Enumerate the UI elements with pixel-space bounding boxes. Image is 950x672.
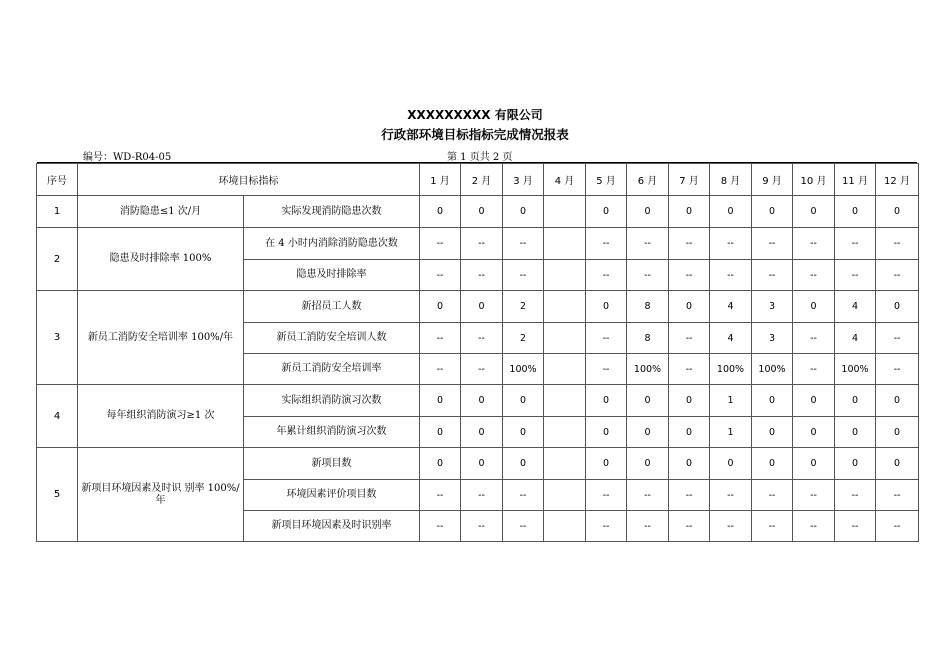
month-value-cell: 0: [461, 417, 503, 448]
month-value-cell: --: [461, 511, 503, 542]
month-value-cell: --: [793, 354, 835, 385]
month-value-cell: 0: [461, 291, 503, 323]
month-value-cell: 0: [627, 385, 669, 417]
month-value-cell: --: [420, 354, 461, 385]
row-indicator: 实际发现消防隐患次数: [244, 196, 420, 228]
company-name: XXXXXXXXX 有限公司: [407, 108, 543, 122]
month-value-cell: --: [835, 228, 876, 260]
header-month: 12 月: [876, 164, 919, 196]
month-value-cell: 0: [586, 448, 627, 480]
month-value-cell: --: [586, 480, 627, 511]
header-month: 11 月: [835, 164, 876, 196]
month-value-cell: --: [669, 354, 710, 385]
month-value-cell: --: [586, 511, 627, 542]
month-value-cell: --: [793, 228, 835, 260]
row-seq: 5: [37, 448, 78, 542]
table-row: [37, 385, 919, 417]
month-value-cell: 0: [710, 196, 752, 228]
month-value-cell: [544, 260, 586, 291]
month-value-cell: 4: [710, 291, 752, 323]
month-value-cell: 0: [835, 385, 876, 417]
month-value-cell: 8: [627, 323, 669, 354]
month-value-cell: --: [793, 511, 835, 542]
month-value-cell: --: [669, 511, 710, 542]
row-category: 消防隐患≤1 次/月: [78, 196, 244, 228]
month-value-cell: 0: [710, 448, 752, 480]
month-value-cell: --: [793, 480, 835, 511]
month-value-cell: 0: [420, 448, 461, 480]
month-value-cell: 1: [710, 385, 752, 417]
month-value-cell: --: [835, 260, 876, 291]
month-value-cell: 100%: [752, 354, 793, 385]
row-category: 新项目环境因素及时识 别率 100%/ 年: [78, 448, 244, 542]
month-value-cell: --: [793, 323, 835, 354]
month-value-cell: --: [586, 323, 627, 354]
month-value-cell: 0: [420, 417, 461, 448]
month-value-cell: 0: [503, 385, 544, 417]
month-value-cell: 0: [586, 417, 627, 448]
month-value-cell: 1: [710, 417, 752, 448]
month-value-cell: 0: [793, 417, 835, 448]
month-value-cell: --: [461, 228, 503, 260]
month-value-cell: --: [627, 228, 669, 260]
table-header-row: [37, 164, 919, 196]
row-seq: 2: [37, 228, 78, 291]
month-value-cell: --: [710, 228, 752, 260]
header-month: 2 月: [461, 164, 503, 196]
header-month: 9 月: [752, 164, 793, 196]
month-value-cell: 2: [503, 291, 544, 323]
month-value-cell: --: [586, 228, 627, 260]
month-value-cell: 0: [876, 385, 919, 417]
report-table: [36, 163, 919, 542]
month-value-cell: --: [876, 511, 919, 542]
row-category: 新员工消防安全培训率 100%/年: [78, 291, 244, 385]
month-value-cell: --: [752, 480, 793, 511]
report-title: 行政部环境目标指标完成情况报表: [381, 127, 569, 142]
month-value-cell: 4: [835, 291, 876, 323]
month-value-cell: --: [420, 480, 461, 511]
month-value-cell: 100%: [835, 354, 876, 385]
table-row: [37, 196, 919, 228]
row-category: 每年组织消防演习≥1 次: [78, 385, 244, 448]
month-value-cell: [544, 417, 586, 448]
month-value-cell: 4: [710, 323, 752, 354]
row-indicator: 新员工消防安全培训率: [244, 354, 420, 385]
month-value-cell: 0: [420, 385, 461, 417]
month-value-cell: 0: [835, 196, 876, 228]
row-indicator: 环境因素评价项目数: [244, 480, 420, 511]
month-value-cell: --: [420, 228, 461, 260]
month-value-cell: 0: [627, 196, 669, 228]
month-value-cell: --: [669, 480, 710, 511]
meta-line: [37, 148, 917, 163]
month-value-cell: --: [752, 260, 793, 291]
month-value-cell: 4: [835, 323, 876, 354]
month-value-cell: [544, 228, 586, 260]
row-indicator: 新员工消防安全培训人数: [244, 323, 420, 354]
month-value-cell: 0: [752, 196, 793, 228]
month-value-cell: --: [669, 228, 710, 260]
month-value-cell: --: [835, 511, 876, 542]
month-value-cell: --: [461, 323, 503, 354]
month-value-cell: --: [710, 511, 752, 542]
row-indicator: 实际组织消防演习次数: [244, 385, 420, 417]
month-value-cell: 8: [627, 291, 669, 323]
month-value-cell: 0: [793, 385, 835, 417]
month-value-cell: [544, 480, 586, 511]
row-indicator: 在 4 小时内消除消防隐患次数: [244, 228, 420, 260]
month-value-cell: --: [876, 480, 919, 511]
month-value-cell: --: [669, 260, 710, 291]
document-code: 编号：WD-R04-05: [83, 152, 172, 163]
row-seq: 1: [37, 196, 78, 228]
month-value-cell: --: [876, 260, 919, 291]
month-value-cell: [544, 196, 586, 228]
month-value-cell: 0: [876, 291, 919, 323]
row-category: 隐患及时排除率 100%: [78, 228, 244, 291]
month-value-cell: --: [669, 323, 710, 354]
month-value-cell: 0: [627, 448, 669, 480]
row-seq: 4: [37, 385, 78, 448]
month-value-cell: --: [627, 480, 669, 511]
month-value-cell: 0: [461, 448, 503, 480]
row-indicator: 年累计组织消防演习次数: [244, 417, 420, 448]
header-month: 10 月: [793, 164, 835, 196]
month-value-cell: 0: [669, 417, 710, 448]
month-value-cell: --: [503, 228, 544, 260]
month-value-cell: --: [503, 480, 544, 511]
month-value-cell: 0: [503, 448, 544, 480]
month-value-cell: 0: [752, 417, 793, 448]
month-value-cell: 0: [669, 291, 710, 323]
month-value-cell: 0: [835, 448, 876, 480]
month-value-cell: 0: [669, 448, 710, 480]
month-value-cell: 0: [793, 196, 835, 228]
month-value-cell: --: [586, 354, 627, 385]
header-month: 7 月: [669, 164, 710, 196]
month-value-cell: 0: [752, 385, 793, 417]
month-value-cell: 3: [752, 291, 793, 323]
month-value-cell: 0: [876, 417, 919, 448]
month-value-cell: 100%: [503, 354, 544, 385]
month-value-cell: --: [503, 511, 544, 542]
month-value-cell: 0: [586, 291, 627, 323]
month-value-cell: 0: [876, 196, 919, 228]
table-row: [37, 448, 919, 480]
header-month: 3 月: [503, 164, 544, 196]
month-value-cell: 0: [586, 196, 627, 228]
month-value-cell: 0: [627, 417, 669, 448]
month-value-cell: 0: [420, 291, 461, 323]
month-value-cell: --: [503, 260, 544, 291]
header-month: 8 月: [710, 164, 752, 196]
month-value-cell: --: [752, 511, 793, 542]
month-value-cell: 0: [793, 291, 835, 323]
month-value-cell: --: [461, 260, 503, 291]
month-value-cell: --: [876, 354, 919, 385]
month-value-cell: [544, 291, 586, 323]
page-indicator: 第 1 页共 2 页: [447, 152, 513, 163]
month-value-cell: --: [876, 323, 919, 354]
month-value-cell: 0: [752, 448, 793, 480]
month-value-cell: 0: [835, 417, 876, 448]
table-row: [37, 228, 919, 260]
month-value-cell: [544, 354, 586, 385]
header-month: 6 月: [627, 164, 669, 196]
month-value-cell: 100%: [627, 354, 669, 385]
month-value-cell: --: [420, 511, 461, 542]
month-value-cell: [544, 448, 586, 480]
month-value-cell: --: [876, 228, 919, 260]
row-indicator: 新项目数: [244, 448, 420, 480]
month-value-cell: --: [627, 511, 669, 542]
month-value-cell: --: [627, 260, 669, 291]
month-value-cell: 0: [669, 385, 710, 417]
row-indicator: 新招员工人数: [244, 291, 420, 323]
month-value-cell: 0: [669, 196, 710, 228]
table-row: [37, 291, 919, 323]
header-month: 1 月: [420, 164, 461, 196]
month-value-cell: 0: [503, 417, 544, 448]
month-value-cell: --: [835, 480, 876, 511]
month-value-cell: --: [420, 260, 461, 291]
month-value-cell: 0: [793, 448, 835, 480]
month-value-cell: --: [752, 228, 793, 260]
month-value-cell: --: [710, 480, 752, 511]
header-month: 4 月: [544, 164, 586, 196]
month-value-cell: --: [710, 260, 752, 291]
row-indicator: 新项目环境因素及时识别率: [244, 511, 420, 542]
month-value-cell: [544, 385, 586, 417]
month-value-cell: 0: [503, 196, 544, 228]
header-seq: 序号: [37, 164, 78, 196]
row-indicator: 隐患及时排除率: [244, 260, 420, 291]
month-value-cell: --: [586, 260, 627, 291]
month-value-cell: 2: [503, 323, 544, 354]
month-value-cell: --: [461, 480, 503, 511]
month-value-cell: 0: [461, 196, 503, 228]
header-month: 5 月: [586, 164, 627, 196]
month-value-cell: --: [793, 260, 835, 291]
month-value-cell: [544, 511, 586, 542]
month-value-cell: [544, 323, 586, 354]
header-target: 环境目标指标: [78, 164, 420, 196]
month-value-cell: 0: [420, 196, 461, 228]
month-value-cell: 0: [586, 385, 627, 417]
month-value-cell: 0: [461, 385, 503, 417]
row-seq: 3: [37, 291, 78, 385]
month-value-cell: 3: [752, 323, 793, 354]
month-value-cell: 100%: [710, 354, 752, 385]
month-value-cell: --: [461, 354, 503, 385]
month-value-cell: --: [420, 323, 461, 354]
month-value-cell: 0: [876, 448, 919, 480]
